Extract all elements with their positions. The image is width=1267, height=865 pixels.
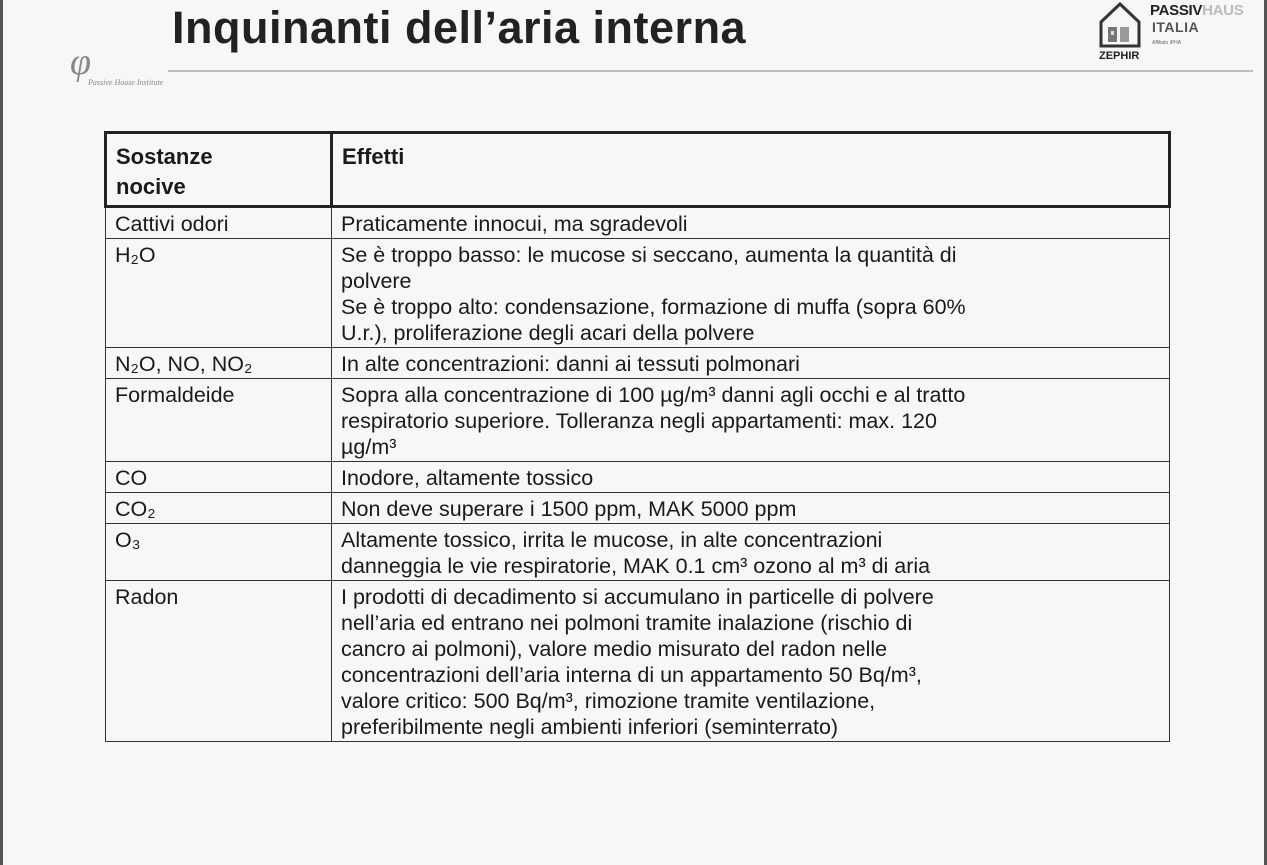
table-header-row [106, 133, 1170, 207]
effect-cell: Se è troppo basso: le mucose si seccano, aumenta la quantità di polvere Se è troppo alto: condensazione, formazione di muffa (sopra 60% U.r.), proliferazione degli acari della polvere [332, 239, 1170, 348]
effect-cell: I prodotti di decadimento si accumulano in particelle di polvere nell’aria ed entrano nei polmoni tramite inalazione (rischio di cancro ai polmoni), valore medio misurato del radon nelle concentrazioni dell’aria interna di un appartamento 50 Bq/m³, valore critico: 500 Bq/m³, rimozione tramite ventilazione, preferibilmente negli ambienti inferiori (seminterrato) [332, 581, 1170, 742]
passivhaus-wordmark [1150, 2, 1243, 19]
effect-cell: Altamente tossico, irrita le mucose, in alte concentrazioni danneggia le vie respiratorie, MAK 0.1 cm³ ozono al m³ di aria [332, 524, 1170, 581]
substance-cell: N₂O, NO, NO₂ [106, 348, 332, 379]
table-row [106, 239, 1170, 348]
phi-logo-text: Passive House Institute [88, 78, 164, 87]
table-row [106, 493, 1170, 524]
table-row [106, 379, 1170, 462]
substance-cell: Formaldeide [106, 379, 332, 462]
effect-cell: Inodore, altamente tossico [332, 462, 1170, 493]
page-title: Inquinanti dell’aria interna [172, 2, 747, 53]
house-icon [1098, 0, 1142, 48]
italia-text: ITALIA [1152, 19, 1200, 35]
effect-cell: In alte concentrazioni: danni ai tessuti polmonari [332, 348, 1170, 379]
zephir-label: ZEPHIR [1099, 50, 1140, 62]
header-effects: Effetti [332, 133, 1170, 207]
table-row [106, 348, 1170, 379]
substance-cell: H₂O [106, 239, 332, 348]
phi-logo-mark-icon: φ [70, 41, 92, 83]
haus-text: HAUS [1202, 2, 1244, 19]
title-divider [168, 70, 1253, 72]
substance-cell: Radon [106, 581, 332, 742]
affiliate-text: Affiliato iPHA [1152, 40, 1182, 46]
passivhaus-italia-logo [1096, 0, 1256, 66]
substance-cell: O₃ [106, 524, 332, 581]
passiv-text: PASSIV [1150, 2, 1203, 19]
table-row [106, 524, 1170, 581]
substance-cell: CO₂ [106, 493, 332, 524]
table-row [106, 207, 1170, 239]
table-row [106, 581, 1170, 742]
pollutants-table [104, 131, 1171, 742]
effect-cell: Non deve superare i 1500 ppm, MAK 5000 ppm [332, 493, 1170, 524]
substance-cell: CO [106, 462, 332, 493]
passive-house-institute-logo [62, 40, 162, 96]
effect-cell: Sopra alla concentrazione di 100 µg/m³ danni agli occhi e al tratto respiratorio superiore. Tolleranza negli appartamenti: max. 120 µg/m³ [332, 379, 1170, 462]
effect-cell: Praticamente innocui, ma sgradevoli [332, 207, 1170, 239]
page-border-left [0, 0, 3, 865]
table-row [106, 462, 1170, 493]
header-substances: Sostanze nocive [106, 133, 332, 207]
substance-cell: Cattivi odori [106, 207, 332, 239]
